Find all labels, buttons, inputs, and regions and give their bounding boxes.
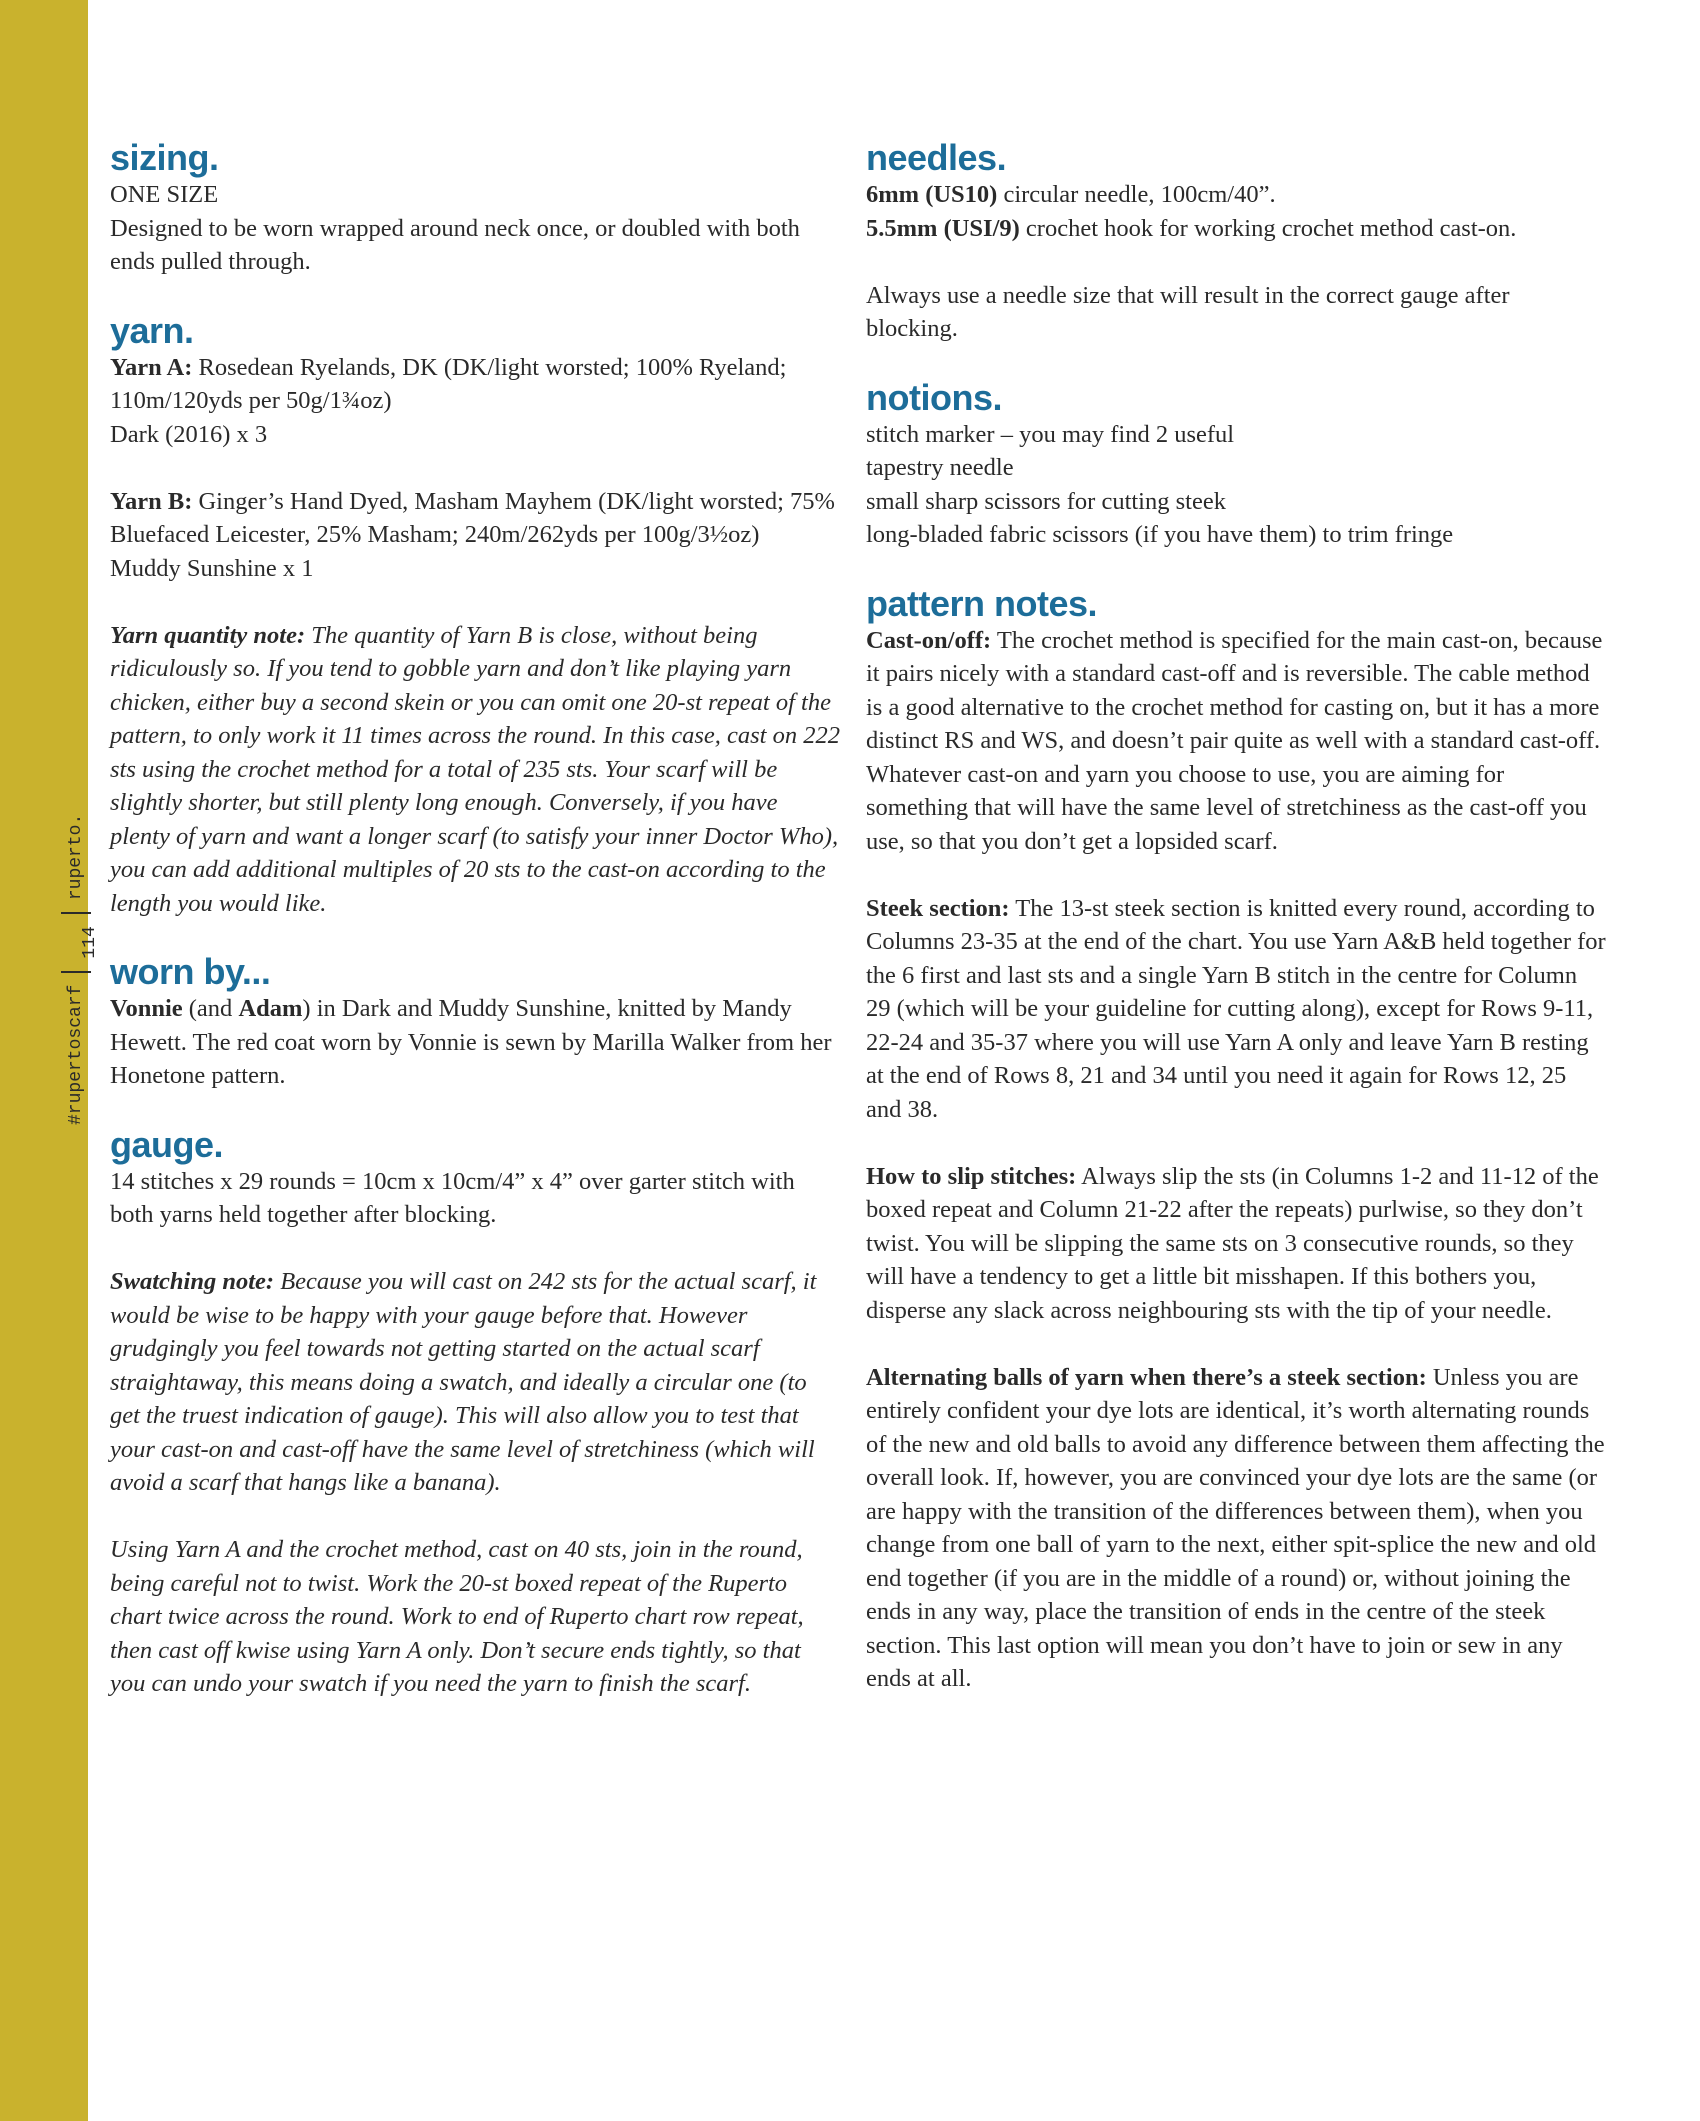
alternating-balls-note (866, 1361, 1606, 1696)
notions-heading: notions. (866, 376, 1002, 418)
worn-by-heading: worn by... (110, 951, 271, 992)
sizing-heading: sizing. (110, 137, 219, 178)
slip-stitches-label: How to slip stitches: (866, 1162, 1077, 1190)
alternating-balls-text: Unless you are entirely confident your dye lots are identical, it’s worth alternating rounds of the new and old balls to avoid any difference between them affecting the overall look. If, however, you are convinced your dye lots are the same (or are happy with the transition of the differences between them), when you change from one ball of yarn to the next, either spit-splice the new and old end together (if you are in the middle of a round) or, without joining the ends in any way, place the transition of ends in the centre of the steek section. This last option will mean you don’t have to join or sew in any ends at all. (866, 1363, 1605, 1692)
gauge-heading: gauge. (110, 1123, 224, 1165)
worn-by-connector: (and (182, 995, 239, 1022)
spine-divider (61, 912, 91, 914)
notion-item: long-bladed fabric scissors (if you have them) to trim fringe (866, 521, 1454, 548)
yarn-a-label: Yarn A: (110, 353, 193, 381)
spine-divider (61, 971, 91, 973)
worn-by-rest: ) in Dark and Muddy Sunshine, knitted by Mandy Hewett. The red coat worn by Vonnie is sewn by Marilla Walker from her Honetone pattern. (110, 995, 832, 1089)
needles-section (866, 138, 1606, 346)
spine-running-head (52, 814, 100, 1125)
yarn-a-quantity: Dark (2016) x 3 (110, 420, 268, 448)
steek-section-label: Steek section: (866, 894, 1010, 922)
cast-on-off-note (866, 624, 1606, 859)
yarn-a (110, 351, 840, 418)
right-column (866, 138, 1606, 1728)
slip-stitches-note (866, 1160, 1606, 1328)
swatching-note-label: Swatching note: (110, 1268, 275, 1295)
yarn-b-text: Ginger’s Hand Dyed, Masham Mayhem (DK/light worsted; 75% Bluefaced Leicester, 25% Masham; 240m/262yds per 100g/3½oz) (110, 487, 835, 548)
model-name-1: Vonnie (110, 995, 183, 1022)
worn-by-text (110, 992, 840, 1093)
yarn-b-quantity: Muddy Sunshine x 1 (110, 554, 314, 582)
pattern-notes-heading: pattern notes. (866, 582, 1098, 624)
needle-2-text: crochet hook for working crochet method cast-on. (1019, 214, 1517, 242)
needle-1-text: circular needle, 100cm/40”. (997, 181, 1276, 208)
sizing-description: Designed to be worn wrapped around neck once, or doubled with both ends pulled through. (110, 214, 800, 275)
yarn-b (110, 485, 840, 552)
spine-hashtag: #rupertoscarf (66, 984, 86, 1125)
swatching-note (110, 1265, 840, 1500)
needle-1-label: 6mm (US10) (866, 181, 998, 208)
yarn-section (110, 311, 840, 921)
yarn-note-text: The quantity of Yarn B is close, without being ridiculously so. If you tend to gobble yarn and don’t like playing yarn chicken, either buy a second skein or you can omit one 20-st repeat of the pattern, to only work it 11 times across the round. In this case, cast on 222 sts using the crochet method for a total of 235 sts. Your scarf will be slightly shorter, but still plenty long enough. Conversely, if you have plenty of yarn and want a longer scarf (to satisfy your inner Doctor Who), you can add additional multiples of 20 sts to the cast-on according to the length you would like. (110, 621, 840, 917)
notion-item: stitch marker – you may find 2 useful (866, 420, 1235, 448)
yarn-b-label: Yarn B: (110, 487, 193, 515)
yarn-note-label: Yarn quantity note: (110, 621, 306, 649)
yarn-a-text: Rosedean Ryelands, DK (DK/light worsted; 100% Ryeland; 110m/120yds per 50g/1¾oz) (110, 353, 787, 414)
notion-item: tapestry needle (866, 454, 1014, 481)
needle-advice: Always use a needle size that will result in the correct gauge after blocking. (866, 281, 1510, 342)
needle-2-label: 5.5mm (USI/9) (866, 214, 1020, 242)
needles-heading: needles. (866, 137, 1007, 178)
swatching-note-text: Because you will cast on 242 sts for the actual scarf, it would be wise to be happy with your gauge before that. However grudgingly you feel towards not getting started on the actual scarf straightaway, this means doing a swatch, and ideally a circular one (to get the truest indication of gauge). This will also allow you to test that your cast-on and cast-off have the same level of stretchiness (which will avoid a scarf that hangs like a banana). (110, 1268, 817, 1496)
cast-on-off-text: The crochet method is specified for the main cast-on, because it pairs nicely with a standard cast-off and is reversible. The cable method is a good alternative to the crochet method for casting on, but it has a more distinct RS and WS, and doesn’t pair quite as well with a standard cast-off. Whatever cast-on and yarn you choose to use, you are aiming for something that will have the same level of stretchiness as the cast-off you use, so that you don’t get a lopsided scarf. (866, 626, 1603, 855)
sizing-section (110, 138, 840, 279)
alternating-balls-label: Alternating balls of yarn when there’s a steek section: (866, 1363, 1427, 1391)
model-name-2: Adam (238, 995, 303, 1022)
spine-pattern-title: ruperto. (66, 813, 86, 901)
steek-section-text: The 13-st steek section is knitted every round, according to Columns 23-35 at the end of the chart. You use Yarn A&B held together for the 6 first and last sts and a single Yarn B stitch in the centre for Column 29 (which will be your guideline for cutting along), except for Rows 9-11, 22-24 and 35-37 where you will use Yarn A only and leave Yarn B resting at the end of Rows 8, 21 and 34 until you need it again for Rows 12, 25 and 38. (866, 894, 1606, 1123)
needle-2 (866, 212, 1606, 246)
yarn-heading: yarn. (110, 309, 194, 351)
needle-1 (866, 178, 1606, 212)
worn-by-section (110, 952, 840, 1093)
cast-on-off-label: Cast-on/off: (866, 626, 992, 654)
yarn-quantity-note (110, 619, 840, 921)
notions-section (866, 378, 1606, 552)
page-number: 114 (80, 926, 100, 959)
gauge-section (110, 1125, 840, 1701)
swatching-method: Using Yarn A and the crochet method, cast on 40 sts, join in the round, being careful not to twist. Work the 20-st boxed repeat of the Ruperto chart twice across the round. Work to end of Ruperto chart row repeat, then cast off kwise using Yarn A only. Don’t secure ends tightly, so that you can undo your swatch if you need the yarn to finish the scarf. (110, 1536, 804, 1697)
sizing-size: ONE SIZE (110, 181, 219, 208)
pattern-notes-section (866, 584, 1606, 1696)
slip-stitches-text: Always slip the sts (in Columns 1-2 and 11-12 of the boxed repeat and Column 21-22 after the repeats) purlwise, so they don’t twist. You will be slipping the same sts on 3 consecutive rounds, so they will have a tendency to get a little bit misshapen. If this bothers you, disperse any slack across neighbouring sts with the tip of your needle. (866, 1162, 1599, 1324)
notion-item: small sharp scissors for cutting steek (866, 487, 1226, 515)
steek-section-note (866, 892, 1606, 1127)
gauge-text: 14 stitches x 29 rounds = 10cm x 10cm/4” x 4” over garter stitch with both yarns held together after blocking. (110, 1167, 795, 1228)
left-column (110, 138, 840, 1733)
